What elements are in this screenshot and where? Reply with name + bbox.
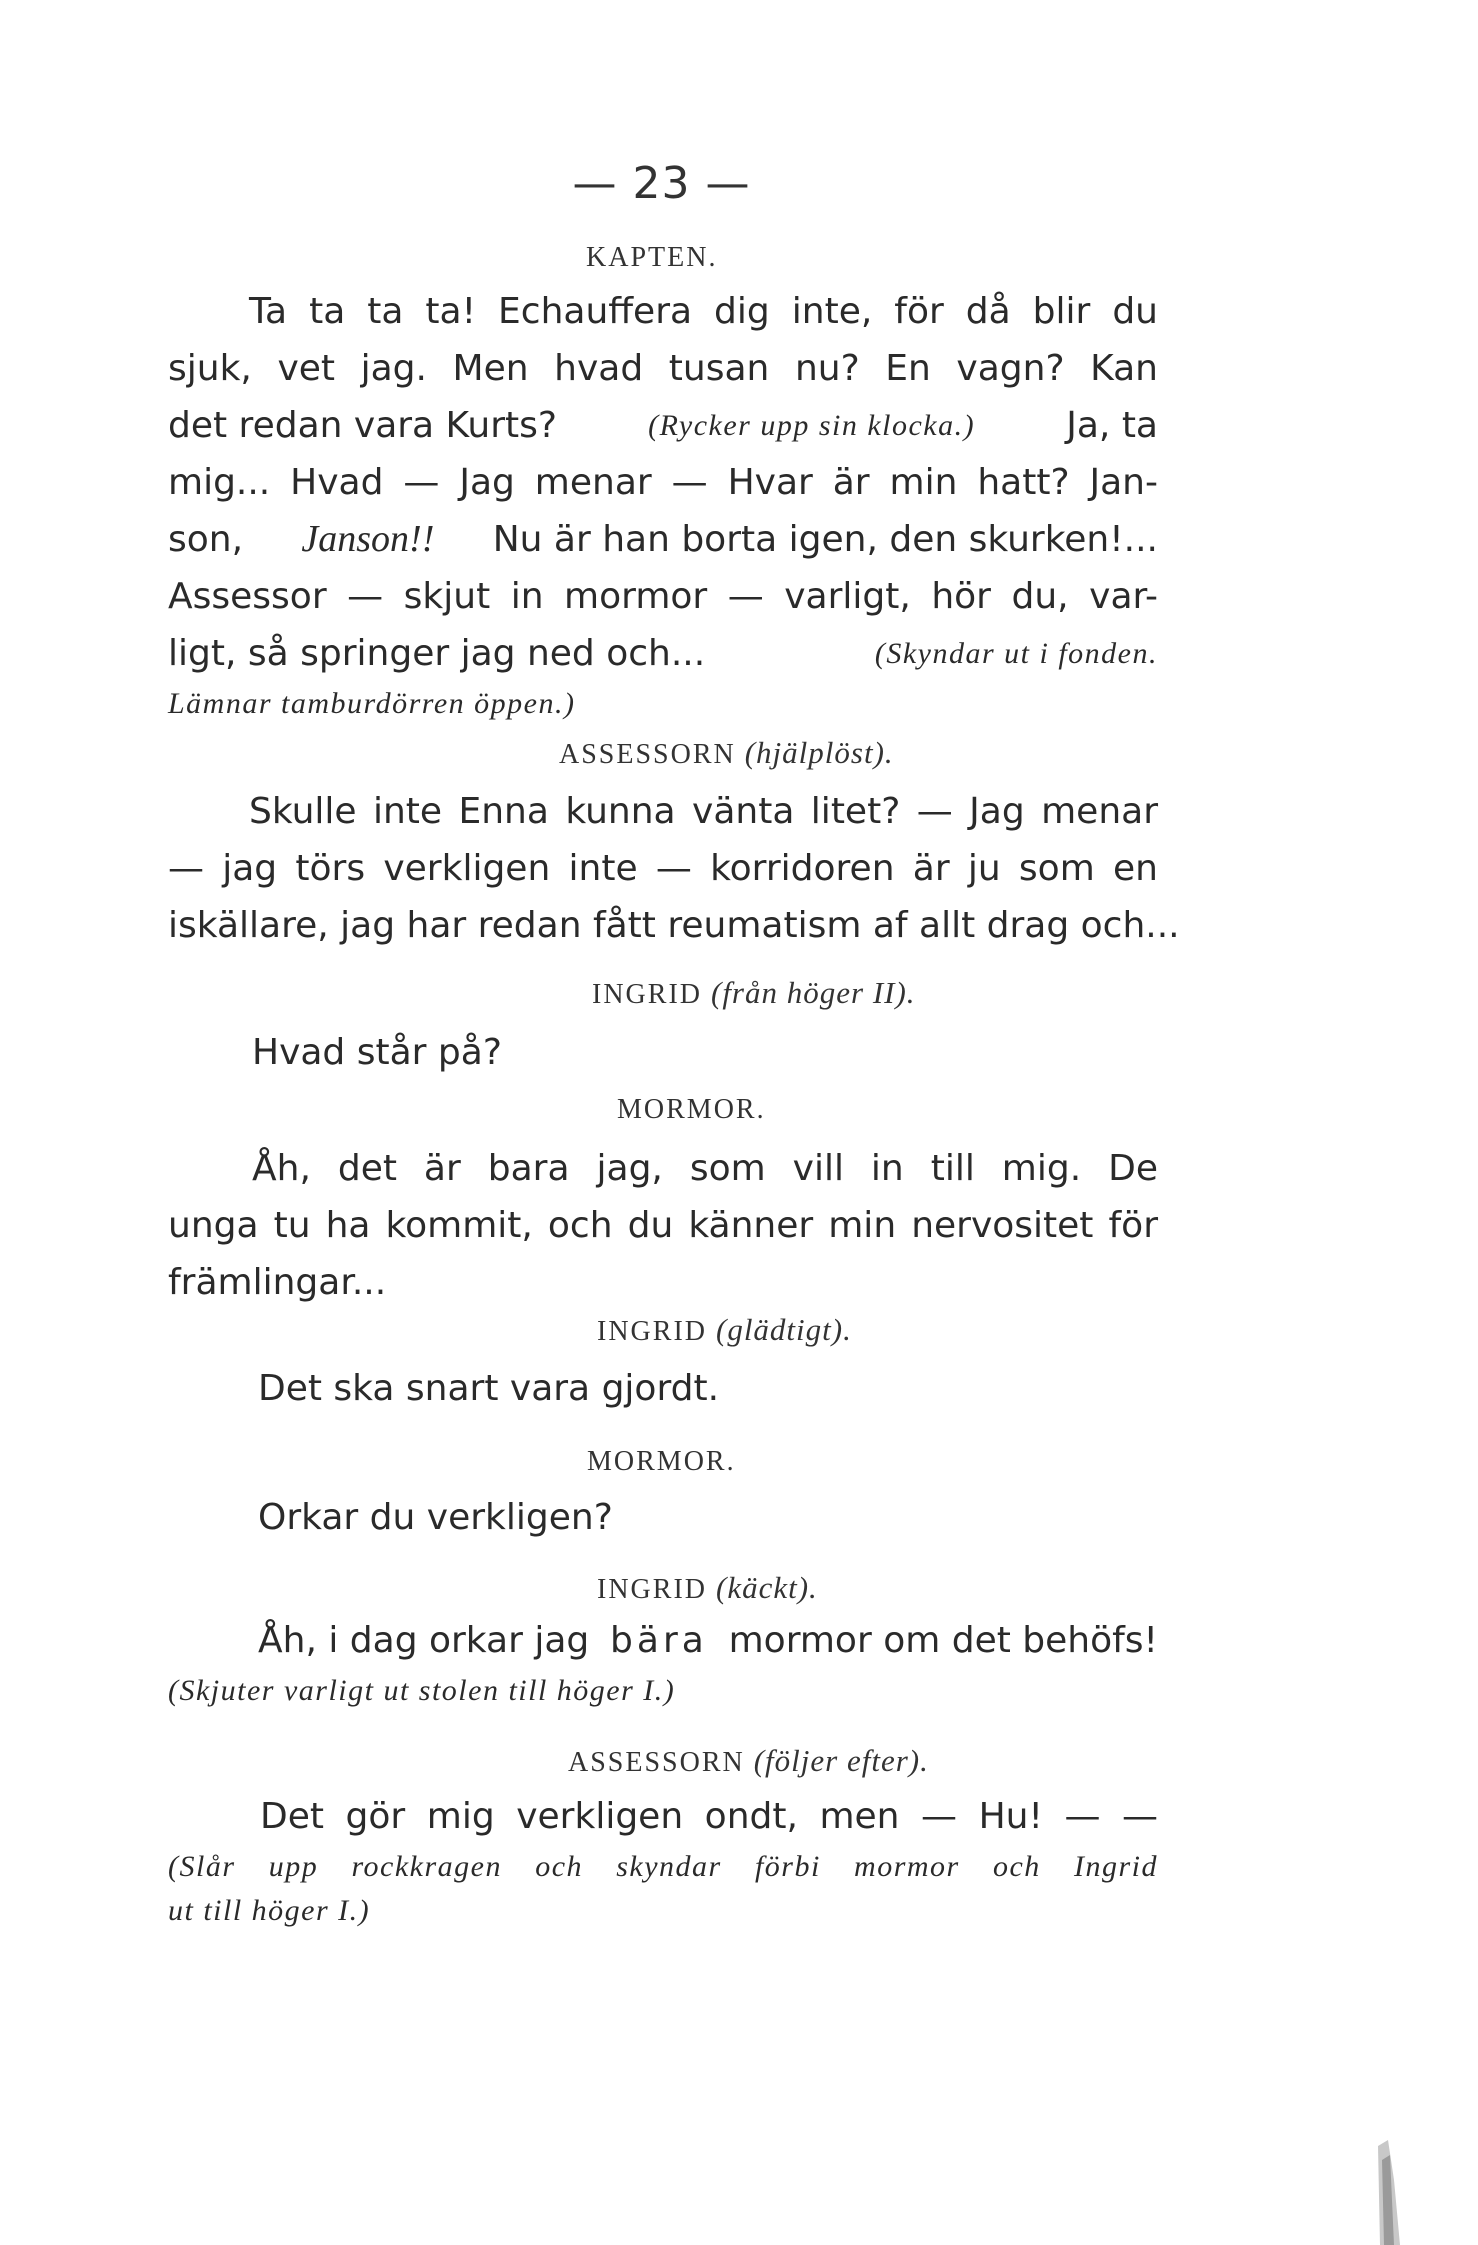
speaker-kapten xyxy=(586,242,717,274)
text-line: son, Janson!! Nu är han borta igen, den skurken!... xyxy=(168,511,1158,568)
speaker-name: INGRID xyxy=(597,1574,707,1605)
speaker-direction: (från höger II). xyxy=(711,975,916,1010)
stage-direction: (Skyndar ut i fonden. xyxy=(874,637,1158,670)
stage-direction: ut till höger I.) xyxy=(168,1894,371,1927)
page-number: — 23 — xyxy=(572,158,751,209)
speaker-name: MORMOR. xyxy=(587,1446,736,1477)
text-line: Åh, i dag orkar jag bära mormor om det behöfs! xyxy=(168,1612,1158,1669)
text-line: Åh, det är bara jag, som vill in till mig. De xyxy=(252,1148,1158,1189)
speaker-name: ASSESSORN xyxy=(559,739,736,770)
text-line: Skulle inte Enna kunna vänta litet? — Jag menar xyxy=(249,791,1158,832)
speech-kapten xyxy=(168,283,1158,726)
speaker-name: INGRID xyxy=(597,1316,707,1347)
speaker-mormor xyxy=(617,1094,766,1126)
speaker-direction: (glädtigt). xyxy=(716,1312,852,1347)
speech-ingrid xyxy=(252,1024,1252,1081)
text-line: unga tu ha kommit, och du känner min nervositet för xyxy=(168,1205,1158,1246)
emphasis: bära xyxy=(610,1620,708,1661)
speaker-direction: (följer efter). xyxy=(753,1743,929,1778)
text-line: iskällare, jag har redan fått reumatism af allt drag och... xyxy=(168,905,1180,946)
text-line: Ta ta ta ta! Echauffera dig inte, för då blir du xyxy=(249,291,1158,332)
speech-assessorn xyxy=(168,783,1180,954)
text-line: mig... Hvad — Jag menar — Hvar är min hatt? Jan- xyxy=(168,462,1158,503)
text-line: ligt, så springer jag ned och... (Skyndar ut i fonden. xyxy=(168,625,1158,682)
speaker-direction: (käckt). xyxy=(716,1570,818,1605)
speaker-name: INGRID xyxy=(592,979,702,1010)
speaker-ingrid xyxy=(597,1570,818,1606)
text-line: Orkar du verkligen? xyxy=(258,1497,613,1538)
text-line: Assessor — skjut in mormor — varligt, hör du, var- xyxy=(168,576,1158,617)
speaker-ingrid xyxy=(597,1312,852,1348)
speech-mormor xyxy=(168,1140,1158,1311)
text-line: — jag törs verkligen inte — korridoren är ju som en xyxy=(168,848,1158,889)
speaker-ingrid xyxy=(592,975,916,1011)
text-line: främlingar... xyxy=(168,1262,387,1303)
stage-direction: (Slår upp rockkragen och skyndar förbi mormor och Ingrid xyxy=(168,1850,1158,1883)
speaker-name: KAPTEN. xyxy=(586,242,718,273)
speaker-name: MORMOR. xyxy=(617,1094,766,1125)
stage-direction: (Skjuter varligt ut stolen till höger I.) xyxy=(168,1674,676,1707)
speaker-direction: (hjälplöst). xyxy=(744,735,894,770)
speaker-assessorn xyxy=(568,1743,929,1779)
emphasis: Janson!! xyxy=(301,518,435,560)
speech-mormor xyxy=(258,1489,1258,1546)
speech-ingrid xyxy=(168,1612,1158,1713)
scan-artifact xyxy=(1370,2140,1414,2245)
text-line: Hvad står på? xyxy=(252,1032,502,1073)
text-line: sjuk, vet jag. Men hvad tusan nu? En vagn? Kan xyxy=(168,348,1158,389)
speech-assessorn xyxy=(168,1788,1158,1933)
speaker-assessorn xyxy=(559,735,894,771)
text-line: det redan vara Kurts? (Rycker upp sin klocka.) Ja, ta xyxy=(168,397,1158,454)
speech-ingrid xyxy=(258,1360,1258,1417)
speaker-mormor xyxy=(587,1446,736,1478)
stage-direction: Lämnar tamburdörren öppen.) xyxy=(168,687,576,720)
text-line: Det ska snart vara gjordt. xyxy=(258,1368,720,1409)
stage-direction: (Rycker upp sin klocka.) xyxy=(648,409,976,442)
text-line: Det gör mig verkligen ondt, men — Hu! — — xyxy=(260,1796,1158,1837)
speaker-name: ASSESSORN xyxy=(568,1747,745,1778)
